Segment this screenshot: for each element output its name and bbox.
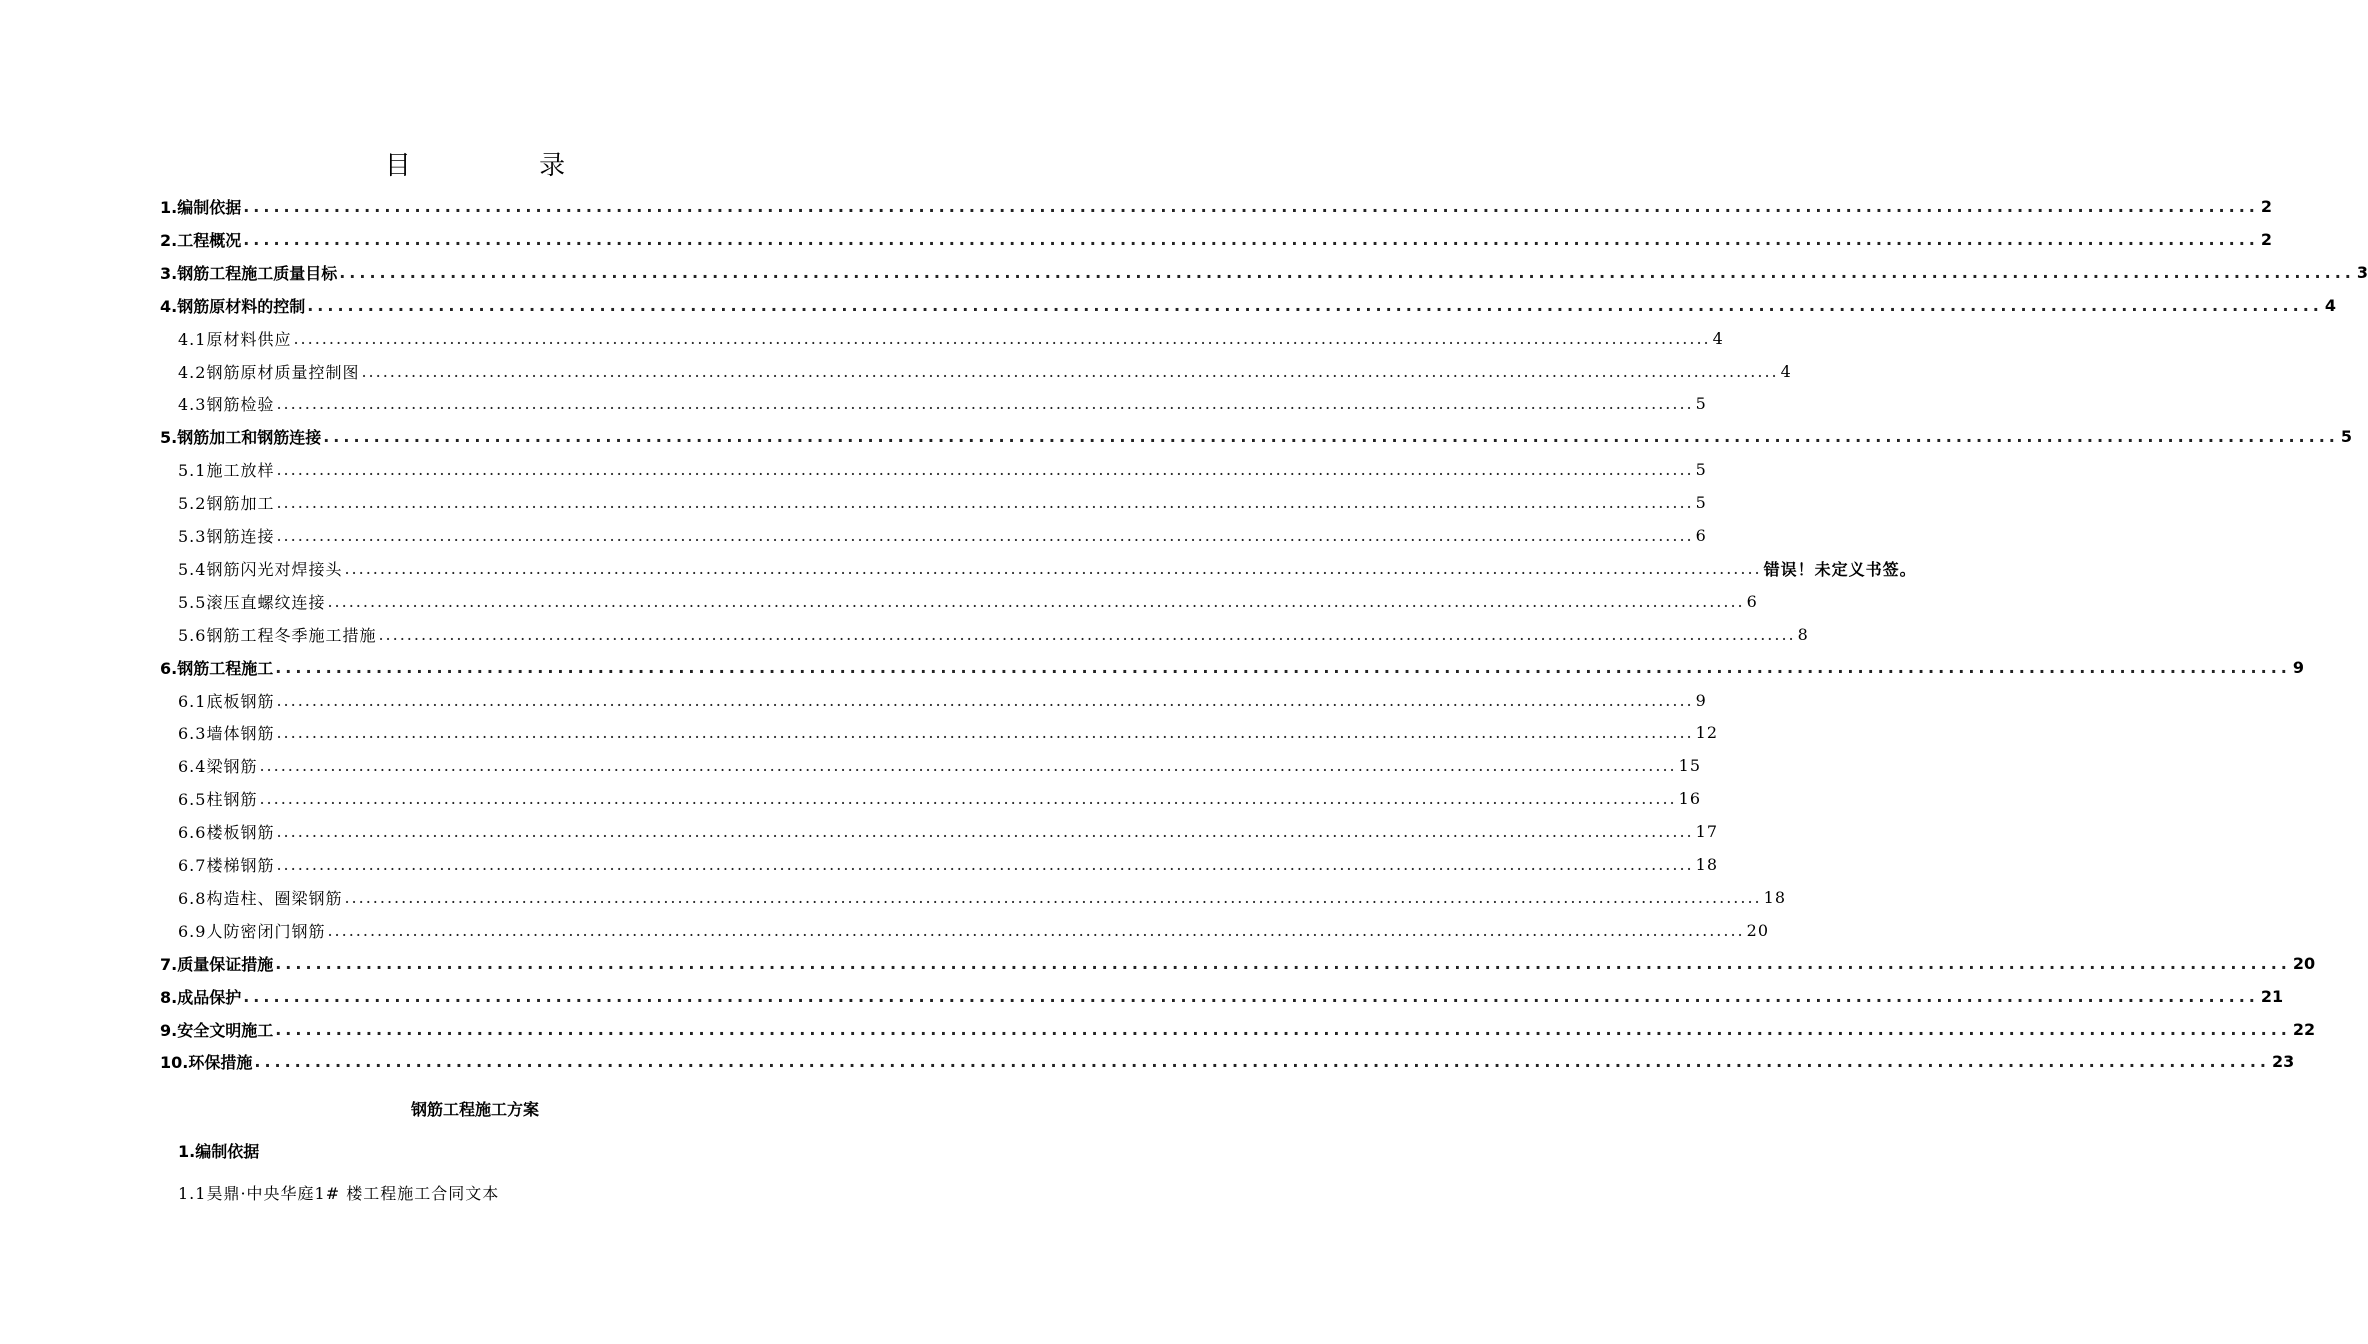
toc-entry[interactable] [178,815,1718,848]
toc-entry-page: 22 [2292,1019,2316,1039]
body-text-line: 1.1昊鼎·中央华庭1# 楼工程施工合同文本 [178,1184,500,1203]
toc-entry-page: 9 [1695,690,1707,710]
toc-entry[interactable] [178,387,1707,420]
toc-entry[interactable] [178,453,1707,486]
toc-entry-page: 23 [2271,1052,2295,1072]
toc-entry[interactable] [178,716,1718,749]
toc-entry-page: 5 [2340,427,2352,447]
toc-leader-dots: ........................................................................................................................................................................................................ [276,822,1694,842]
toc-entry[interactable] [178,486,1707,519]
toc-leader-dots: ........................................................................................................................................................................................................ [339,262,2355,282]
toc-entry-page: 6 [1695,526,1707,545]
toc-entry[interactable] [178,848,1718,881]
toc-entry-page: 6 [1746,591,1758,611]
toc-leader-dots: ........................................................................................................................................................................................................ [276,394,1694,414]
toc-entry-title: 9.安全文明施工 [160,1020,274,1040]
toc-leader-dots: ........................................................................................................................................................................................................ [323,427,2339,447]
toc-entry-title: 5.1施工放样 [178,461,275,481]
toc-entry-page: 4 [1712,328,1724,348]
toc-leader-dots: ........................................................................................................................................................................................................ [259,789,1677,809]
toc-entry-title: 5.钢筋加工和钢筋连接 [160,428,322,448]
toc-entry-title: 4.3钢筋检验 [178,395,275,415]
toc-entry[interactable] [178,552,1917,585]
toc-entry[interactable] [160,289,2336,322]
toc-entry[interactable] [178,684,1707,717]
toc-entry-title: 10.环保措施 [160,1053,253,1073]
toc-leader-dots: ........................................................................................................................................................................................................ [275,657,2291,677]
toc-entry[interactable] [178,355,1792,388]
toc-entry-page: 12 [1695,723,1718,743]
toc-entry-page: 错误！未定义书签。 [1763,559,1917,579]
toc-leader-dots: ........................................................................................................................................................................................................ [243,229,2259,249]
toc-leader-dots: ........................................................................................................................................................................................................ [254,1052,2270,1072]
toc-entry[interactable] [160,651,2304,684]
toc-entry-page: 3 [2356,262,2368,282]
toc-entry-page: 17 [1695,822,1718,842]
toc-leader-dots: ........................................................................................................................................................................................................ [276,460,1694,480]
toc-entry-title: 6.3墙体钢筋 [178,724,275,744]
toc-entry-page: 4 [1780,361,1792,381]
toc-entry-title: 6.5柱钢筋 [178,790,258,810]
toc-entry-page: 5 [1695,493,1707,513]
toc-entry-page: 15 [1678,756,1701,776]
toc-entry-title: 5.2钢筋加工 [178,494,275,514]
toc-entry-title: 5.3钢筋连接 [178,527,275,546]
toc-entry-page: 20 [2292,953,2316,973]
toc-leader-dots: ........................................................................................................................................................................................................ [276,493,1694,513]
toc-entry[interactable] [178,618,1809,651]
toc-entry-page: 16 [1678,789,1701,809]
toc-entry[interactable] [160,420,2352,453]
toc-leader-dots: ........................................................................................................................................................................................................ [344,558,1762,578]
toc-entry-page: 8 [1797,624,1809,644]
toc-entry-title: 6.8构造柱、圈梁钢筋 [178,888,343,908]
toc-leader-dots: ........................................................................................................................................................................................................ [243,986,2259,1006]
toc-entry-page: 18 [1695,855,1718,874]
toc-entry[interactable] [178,749,1701,782]
toc-entry[interactable] [160,947,2316,980]
toc-entry-title: 6.9人防密闭门钢筋 [178,921,326,941]
toc-leader-dots: ........................................................................................................................................................................................................ [378,624,1796,644]
toc-entry-title: 2.工程概况 [160,230,242,250]
toc-leader-dots: ........................................................................................................................................................................................................ [276,855,1694,874]
toc-entry-title: 4.2钢筋原材质量控制图 [178,362,360,382]
toc-entry-page: 21 [2260,986,2284,1006]
toc-entry[interactable] [178,322,1724,355]
toc-entry-title: 4.1原材料供应 [178,329,292,349]
toc-entry[interactable] [160,1013,2316,1046]
toc-entry[interactable] [178,519,1707,552]
toc-leader-dots: ........................................................................................................................................................................................................ [327,920,1745,940]
toc-entry-page: 2 [2260,229,2272,249]
toc-entry[interactable] [160,980,2284,1013]
toc-leader-dots: ........................................................................................................................................................................................................ [276,526,1694,545]
toc-entry-title: 4.钢筋原材料的控制 [160,296,306,316]
toc-entry-page: 4 [2324,295,2336,315]
toc-entry[interactable] [178,585,1758,618]
toc-entry[interactable] [178,914,1769,947]
toc-entry-title: 6.钢筋工程施工 [160,658,274,678]
toc-entry-title: 6.6楼板钢筋 [178,823,275,843]
toc-entry-title: 7.质量保证措施 [160,954,274,974]
toc-leader-dots: ........................................................................................................................................................................................................ [275,1019,2291,1039]
toc-leader-dots: ........................................................................................................................................................................................................ [275,953,2291,973]
toc-entry-title: 3.钢筋工程施工质量目标 [160,263,338,283]
toc-entry-title: 6.1底板钢筋 [178,691,275,711]
toc-entry-page: 5 [1695,460,1707,480]
toc-entry-page: 20 [1746,920,1769,940]
toc-leader-dots: ........................................................................................................................................................................................................ [276,690,1694,710]
toc-entry-title: 5.4钢筋闪光对焊接头 [178,559,343,579]
document-heading: 钢筋工程施工方案 [410,1100,539,1119]
toc-entry-title: 8.成品保护 [160,987,242,1007]
toc-entry[interactable] [178,881,1786,914]
toc-leader-dots: ........................................................................................................................................................................................................ [259,756,1677,776]
toc-entry[interactable] [160,256,2368,289]
toc-leader-dots: ........................................................................................................................................................................................................ [243,197,2259,216]
toc-leader-dots: ........................................................................................................................................................................................................ [361,361,1779,381]
toc-entry-title: 1.编制依据 [160,198,242,217]
toc-leader-dots: ........................................................................................................................................................................................................ [293,328,1711,348]
toc-entry-title: 6.7楼梯钢筋 [178,856,275,875]
toc-entry-page: 18 [1763,887,1786,907]
toc-entry-page: 2 [2260,197,2272,216]
toc-leader-dots: ........................................................................................................................................................................................................ [327,591,1745,611]
toc-entry-page: 5 [1695,394,1707,414]
toc-entry[interactable] [160,190,2272,223]
toc-entry-page: 9 [2292,657,2304,677]
toc-entry-title: 5.5滚压直螺纹连接 [178,592,326,612]
toc-leader-dots: ........................................................................................................................................................................................................ [276,723,1694,743]
toc-title: 目 录 [384,151,626,181]
toc-entry-title: 6.4梁钢筋 [178,757,258,777]
section-heading: 1.编制依据 [178,1142,260,1161]
toc-entry[interactable] [178,782,1701,815]
toc-entry-title: 5.6钢筋工程冬季施工措施 [178,625,377,645]
toc-leader-dots: ........................................................................................................................................................................................................ [307,295,2323,315]
toc-leader-dots: ........................................................................................................................................................................................................ [344,887,1762,907]
toc-entry[interactable] [160,1045,2295,1078]
toc-entry[interactable] [160,223,2272,256]
